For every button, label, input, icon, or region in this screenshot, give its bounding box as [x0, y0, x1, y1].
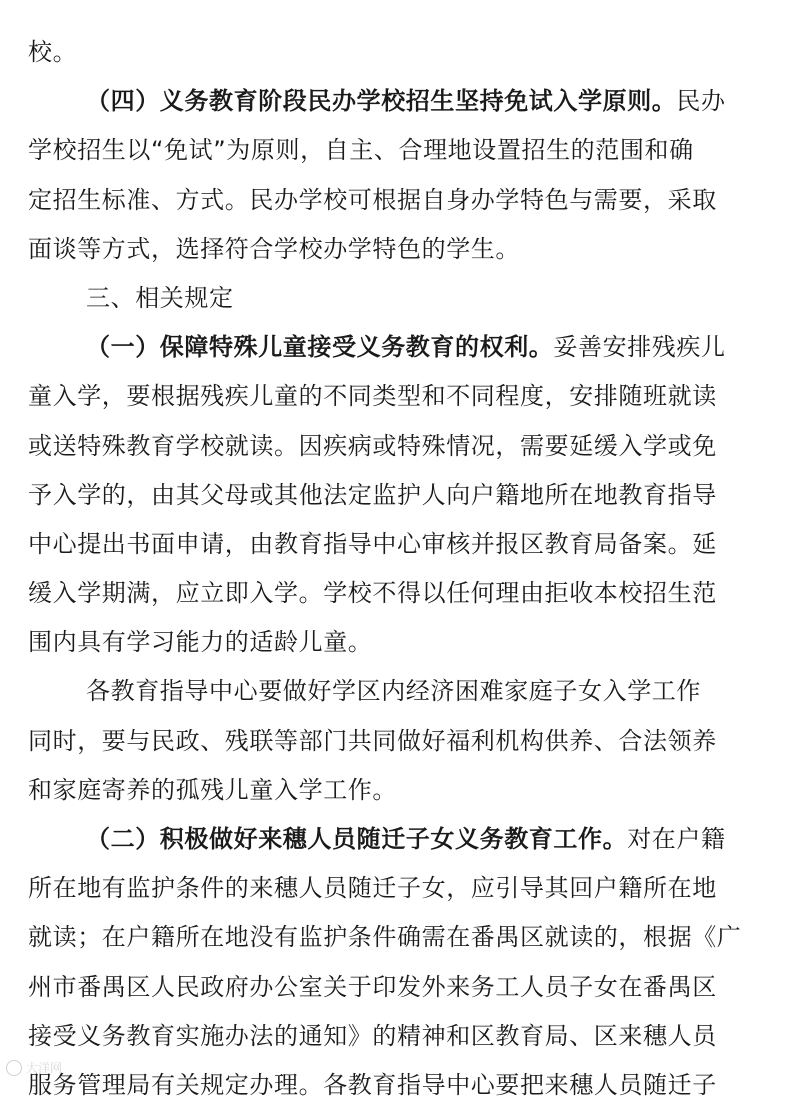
- text-line: [28, 913, 780, 962]
- body-text: 中心提出书面申请，由教育指导中心审核并报区教育局备案。延: [28, 529, 717, 558]
- text-line: [28, 225, 780, 274]
- text-line: [28, 815, 780, 864]
- body-text: 定招生标准、方式。民办学校可根据自身办学特色与需要，采取: [28, 185, 717, 214]
- text-line: [28, 176, 780, 225]
- watermark: [6, 1059, 62, 1077]
- text-line: [28, 372, 780, 421]
- body-text: 校。: [28, 38, 78, 66]
- bold-heading-text: （一）保障特殊儿童接受义务教育的权利。: [86, 333, 554, 362]
- body-text: 童入学，要根据残疾儿童的不同类型和不同程度，安排随班就读: [28, 382, 717, 411]
- text-line: [28, 717, 780, 766]
- body-text: 各教育指导中心要做好学区内经济困难家庭子女入学工作: [86, 677, 701, 706]
- body-text: 和家庭寄养的孤残儿童入学工作。: [28, 775, 397, 804]
- body-text: 或送特殊教育学校就读。因疾病或特殊情况，需要延缓入学或免: [28, 431, 717, 460]
- watermark-logo-icon: [6, 1060, 22, 1076]
- text-line: [28, 274, 780, 323]
- text-line: [28, 1012, 780, 1061]
- text-line: [28, 471, 780, 520]
- body-text: 民办: [676, 87, 726, 116]
- text-line: [28, 77, 780, 126]
- body-text: 围内具有学习能力的适龄儿童。: [28, 628, 373, 657]
- text-line: [28, 766, 780, 815]
- bold-heading-text: （二）积极做好来穗人员随迁子女义务教育工作。: [86, 825, 628, 853]
- text-line: [28, 667, 780, 716]
- text-line: [28, 28, 780, 77]
- body-text: 三、相关规定: [86, 283, 234, 312]
- body-text: 州市番禺区人民政府办公室关于印发外来务工人员子女在番禺区: [28, 972, 717, 1001]
- text-line: [28, 864, 780, 913]
- body-text: 予入学的，由其父母或其他法定监护人向户籍地所在地教育指导: [28, 480, 717, 509]
- body-text: 就读；在户籍所在地没有监护条件确需在番禺区就读的，根据《广: [28, 923, 742, 952]
- body-text: 所在地有监护条件的来穗人员随迁子女，应引导其回户籍所在地: [28, 874, 717, 903]
- body-text: 接受义务教育实施办法的通知》的精神和区教育局、区来穗人员: [28, 1021, 717, 1050]
- text-line: [28, 323, 780, 372]
- text-line: [28, 618, 780, 667]
- bold-heading-text: （四）义务教育阶段民办学校招生坚持免试入学原则。: [86, 87, 677, 116]
- body-text: 同时，要与民政、残联等部门共同做好福利机构供养、合法领养: [28, 726, 717, 755]
- text-line: [28, 963, 780, 1012]
- body-text: 服务管理局有关规定办理。各教育指导中心要把来穗人员随迁子: [28, 1070, 717, 1099]
- text-line: [28, 1061, 780, 1110]
- text-line: [28, 126, 780, 175]
- document-page: [28, 28, 780, 1110]
- body-text: 妥善安排残疾儿: [553, 333, 726, 362]
- watermark-text: 大洋网: [26, 1060, 63, 1075]
- text-line: [28, 520, 780, 569]
- text-line: [28, 569, 780, 618]
- text-line: [28, 422, 780, 471]
- body-text: 对在户籍: [627, 825, 726, 853]
- body-text: 缓入学期满，应立即入学。学校不得以任何理由拒收本校招生范: [28, 579, 717, 608]
- body-text: 面谈等方式，选择符合学校办学特色的学生。: [28, 234, 520, 263]
- body-text: 学校招生以“免试”为原则，自主、合理地设置招生的范围和确: [28, 136, 694, 165]
